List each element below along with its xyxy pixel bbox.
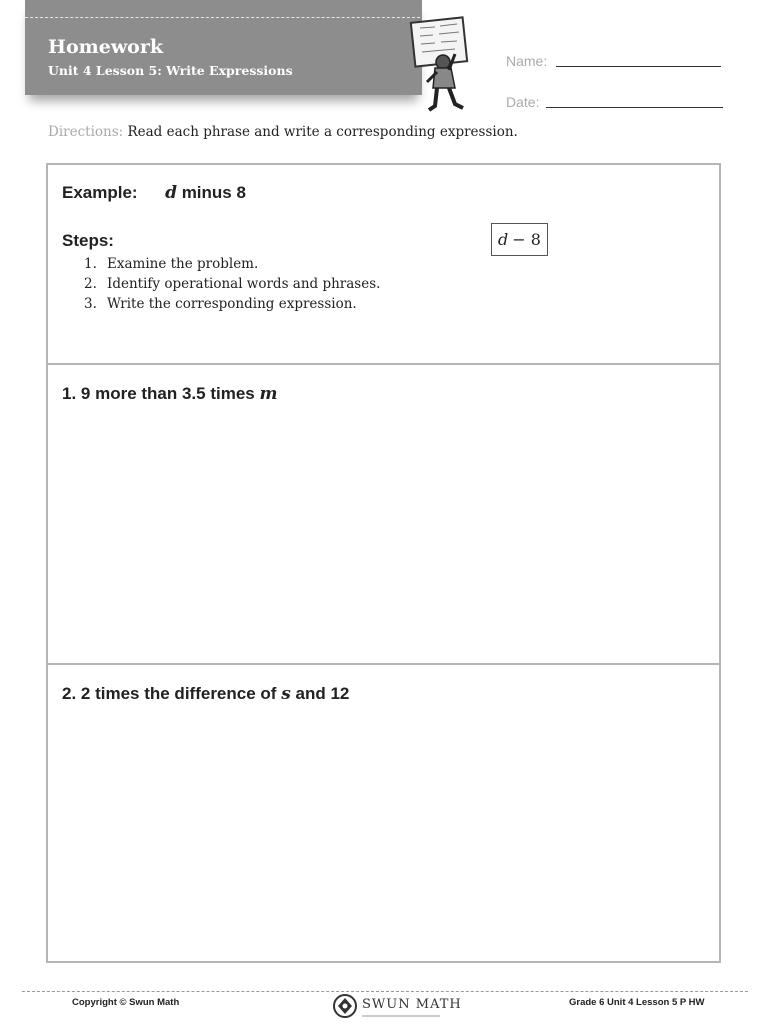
page-code: Grade 6 Unit 4 Lesson 5 P HW <box>569 997 705 1008</box>
brand-name: SWUN MATH <box>362 997 462 1012</box>
step-number: 3. <box>84 296 97 312</box>
step-text: Identify operational words and phrases. <box>107 276 381 292</box>
problem-1 <box>62 384 277 404</box>
section-divider <box>46 363 721 365</box>
problem-2-text: 2. 2 times the difference of <box>62 684 277 703</box>
steps-list <box>84 254 380 314</box>
answer-rest: − 8 <box>512 230 541 249</box>
problem-2-after: and 12 <box>295 684 350 703</box>
step-item <box>84 254 380 274</box>
example-phrase: minus 8 <box>181 183 246 202</box>
problem-2-variable: s <box>281 684 291 704</box>
example-heading <box>62 183 246 203</box>
step-text: Write the corresponding expression. <box>107 296 357 312</box>
step-number: 2. <box>84 276 97 292</box>
banner-dashed-line <box>25 17 420 18</box>
problem-1-variable: m <box>259 384 278 404</box>
steps-label: Steps: <box>62 231 114 250</box>
step-text: Examine the problem. <box>107 256 259 272</box>
date-label: Date: <box>506 94 540 110</box>
section-divider <box>46 663 721 665</box>
name-label: Name: <box>506 53 548 69</box>
copyright: Copyright © Swun Math <box>72 997 180 1008</box>
problem-2 <box>62 684 349 704</box>
problem-1-text: 1. 9 more than 3.5 times <box>62 384 255 403</box>
example-variable: d <box>165 183 177 203</box>
directions <box>48 124 518 140</box>
answer-variable: d <box>498 230 509 249</box>
example-label: Example: <box>62 183 138 202</box>
directions-text: Read each phrase and write a corresponding expression. <box>127 124 518 140</box>
example-answer-box <box>491 223 548 256</box>
step-number: 1. <box>84 256 97 272</box>
problem-2-work-area[interactable] <box>48 710 719 960</box>
step-item <box>84 274 380 294</box>
directions-label: Directions: <box>48 124 124 140</box>
step-item <box>84 294 380 314</box>
problem-1-work-area[interactable] <box>48 410 719 660</box>
date-field[interactable] <box>546 107 723 108</box>
student-at-board-illustration <box>405 14 475 114</box>
page-title: Homework <box>48 36 164 58</box>
lesson-subtitle: Unit 4 Lesson 5: Write Expressions <box>48 63 293 78</box>
name-field[interactable] <box>556 66 721 67</box>
